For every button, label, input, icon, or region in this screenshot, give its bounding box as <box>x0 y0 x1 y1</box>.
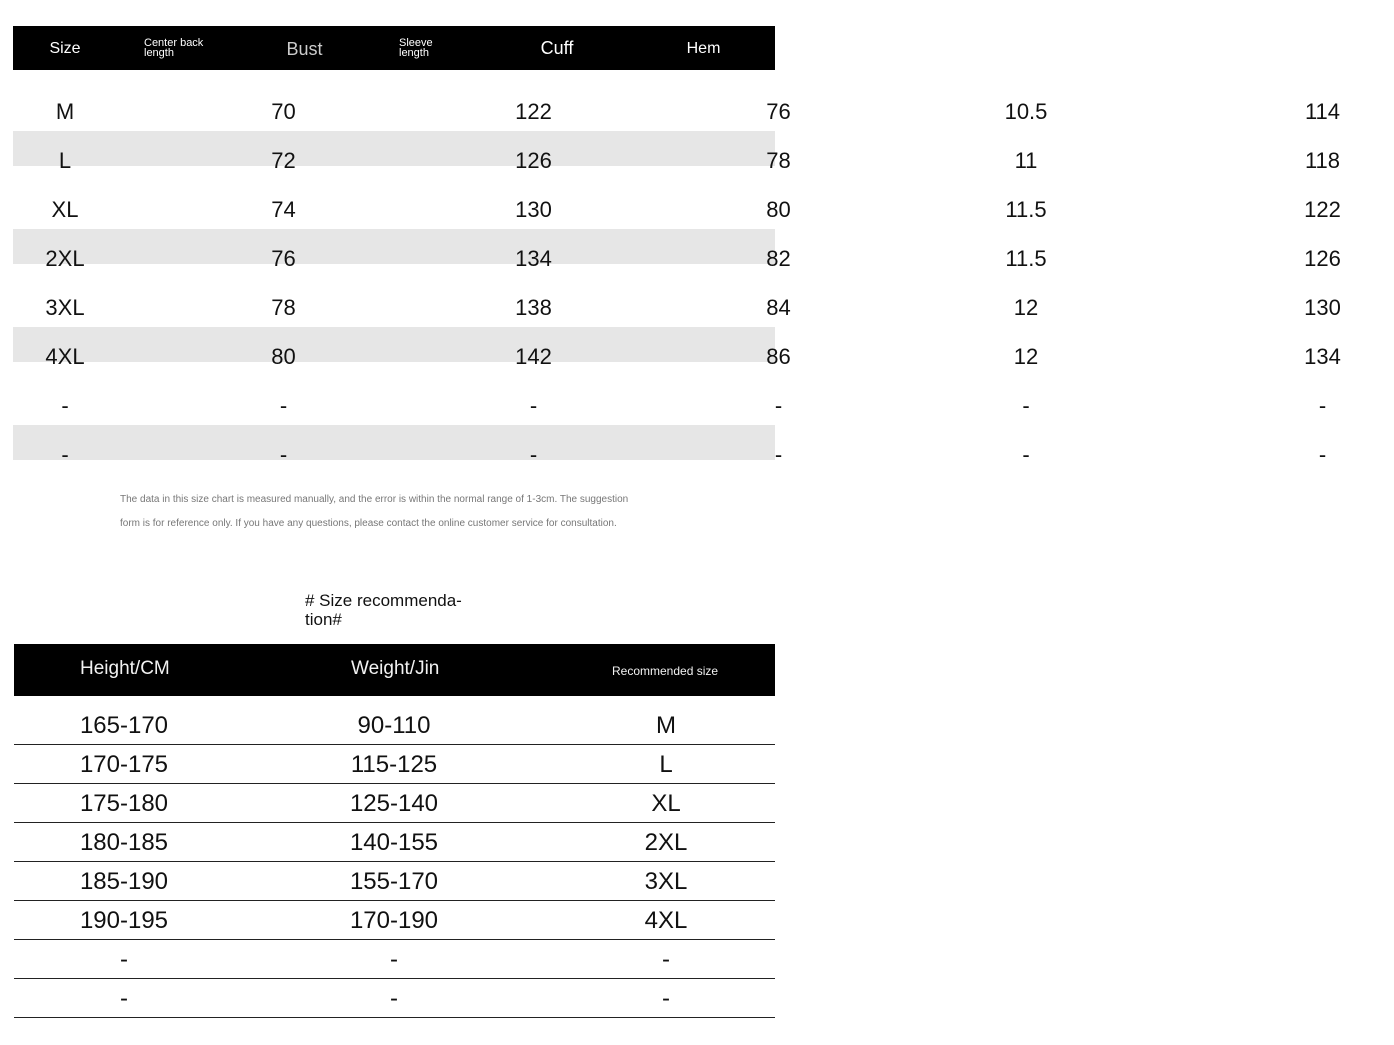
hem-cell: 118 <box>1304 147 1341 173</box>
height-cell: - <box>120 985 128 1012</box>
hem-cell: - <box>1318 441 1327 467</box>
weight-cell: 125-140 <box>349 790 439 817</box>
size-cell: 2XL <box>644 829 688 856</box>
height-cell: - <box>120 946 128 973</box>
cuff-cell: 11.5 <box>1005 196 1047 222</box>
size-row <box>13 168 1341 222</box>
sleeve-cell: 82 <box>766 245 791 271</box>
cuff-cell: 11 <box>1014 147 1038 173</box>
weight-cell: 155-170 <box>349 868 439 895</box>
header-bust: Bust <box>286 39 323 59</box>
size-cell: 4XL <box>45 343 85 369</box>
recommendation-row <box>14 940 775 979</box>
height-cell: 165-170 <box>79 712 169 739</box>
back-length-cell: - <box>279 441 288 467</box>
measurement-note <box>120 488 700 536</box>
weight-cell: 140-155 <box>349 829 439 856</box>
size-row <box>13 119 1341 173</box>
size-cell: - <box>662 985 670 1012</box>
recommendation-table <box>14 644 775 1018</box>
size-chart-header <box>13 26 775 70</box>
header-center-back-length: Center back length <box>144 37 204 59</box>
bust-cell: - <box>529 441 538 467</box>
header-height: Height/CM <box>80 658 170 679</box>
back-length-cell: 72 <box>271 147 296 173</box>
height-cell: 170-175 <box>79 751 169 778</box>
bust-cell: 142 <box>515 343 552 369</box>
bust-cell: 126 <box>515 147 552 173</box>
size-cell: L <box>58 147 72 173</box>
size-cell: 4XL <box>644 907 688 934</box>
sleeve-cell: 78 <box>766 147 791 173</box>
back-length-cell: 78 <box>271 294 296 320</box>
hem-cell: - <box>1318 392 1327 418</box>
cuff-cell: 11.5 <box>1005 245 1047 271</box>
size-cell: XL <box>51 196 79 222</box>
size-row <box>13 70 1341 124</box>
weight-cell: 170-190 <box>349 907 439 934</box>
size-cell: 2XL <box>45 245 85 271</box>
bust-cell: 134 <box>515 245 552 271</box>
header-sleeve-length: Sleeve length <box>399 37 433 59</box>
size-row <box>13 217 1341 271</box>
size-cell: - <box>61 392 69 418</box>
header-hem: Hem <box>686 40 721 57</box>
size-cell: 3XL <box>644 868 688 895</box>
header-weight: Weight/Jin <box>351 658 440 679</box>
header-cuff: Cuff <box>540 38 574 58</box>
weight-cell: 115-125 <box>350 751 438 778</box>
sleeve-cell: - <box>774 392 783 418</box>
cuff-cell: 12 <box>1013 294 1039 320</box>
recommendation-row <box>14 862 775 901</box>
recommendation-row <box>14 745 775 784</box>
recommendation-row <box>14 901 775 940</box>
size-cell: M <box>55 98 75 124</box>
back-length-cell: 70 <box>271 98 296 124</box>
back-length-cell: 80 <box>271 343 296 369</box>
header-size: Size <box>49 40 81 57</box>
sleeve-cell: 84 <box>766 294 791 320</box>
cuff-cell: - <box>1022 392 1030 418</box>
back-length-cell: - <box>279 392 288 418</box>
weight-cell: 90-110 <box>357 712 431 739</box>
bust-cell: 130 <box>515 196 552 222</box>
recommendation-row <box>14 784 775 823</box>
size-row <box>13 266 1341 320</box>
note-line-1: The data in this size chart is measured manually, and the error is within the normal range of 1-3cm. The suggestion <box>120 494 629 505</box>
height-cell: 190-195 <box>79 907 169 934</box>
bust-cell: - <box>529 392 538 418</box>
size-row <box>13 315 1341 369</box>
hem-cell: 126 <box>1304 245 1341 271</box>
height-cell: 180-185 <box>79 829 169 856</box>
size-row <box>13 364 1327 418</box>
size-chart-table <box>13 26 1341 467</box>
cuff-cell: 10.5 <box>1004 98 1048 124</box>
weight-cell: - <box>390 985 398 1012</box>
recommendation-row <box>14 696 775 745</box>
recommendation-title <box>305 591 485 629</box>
recommendation-row <box>14 979 775 1018</box>
size-cell: - <box>662 946 670 973</box>
hem-cell: 134 <box>1304 343 1341 369</box>
hem-cell: 114 <box>1304 98 1341 124</box>
hem-cell: 122 <box>1304 196 1341 222</box>
sleeve-cell: 86 <box>766 343 791 369</box>
sleeve-cell: 76 <box>766 98 791 124</box>
header-recommended-size: Recommended size <box>612 664 719 678</box>
cuff-cell: - <box>1022 441 1030 467</box>
cuff-cell: 12 <box>1013 343 1039 369</box>
recommendation-title-line-1: # Size recommenda- <box>305 591 462 610</box>
sleeve-cell: - <box>774 441 783 467</box>
size-row <box>13 413 1327 467</box>
back-length-cell: 74 <box>271 196 296 222</box>
back-length-cell: 76 <box>271 245 296 271</box>
size-cell: L <box>659 751 673 778</box>
sleeve-cell: 80 <box>766 196 791 222</box>
recommendation-title-line-2: tion# <box>305 610 342 629</box>
bust-cell: 122 <box>515 98 552 124</box>
note-line-2: form is for reference only. If you have any questions, please contact the online customer service for consultation. <box>120 518 617 529</box>
recommendation-row <box>14 823 775 862</box>
recommendation-header <box>14 644 775 696</box>
hem-cell: 130 <box>1304 294 1341 320</box>
bust-cell: 138 <box>515 294 552 320</box>
height-cell: 175-180 <box>79 790 169 817</box>
size-cell: 3XL <box>45 294 85 320</box>
weight-cell: - <box>390 946 398 973</box>
size-cell: M <box>656 712 676 739</box>
size-cell: - <box>61 441 69 467</box>
height-cell: 185-190 <box>79 868 169 895</box>
size-cell: XL <box>651 790 681 817</box>
